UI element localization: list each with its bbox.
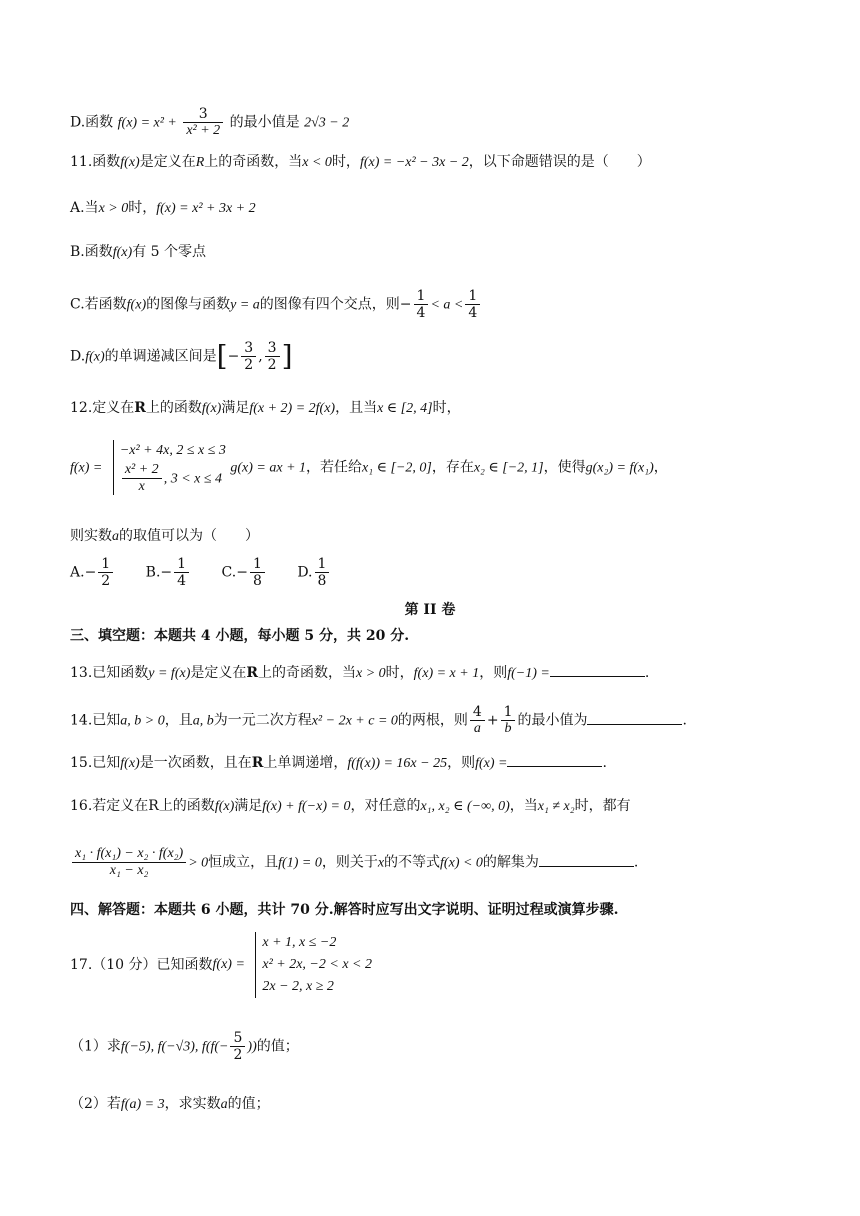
q11-option-c: C.若函数f(x)的图像与函数y = a的图像有四个交点，则− $\frac{1}{4}$ < a < $\frac{1}{4}$ xyxy=(70,288,482,321)
part-title: 第 II 卷 xyxy=(404,602,456,618)
answer-blank[interactable] xyxy=(539,852,634,867)
q17-stem: 17.（10 分）已知函数f(x) = x + 1, x ≤ −2 x² + 2x, −2 < x < 2 2x − 2, x ≥ 2 xyxy=(70,932,372,998)
option-c: C.− $\frac{1}{8}$ xyxy=(222,556,267,589)
option-d: D. $\frac{1}{8}$ xyxy=(297,556,331,589)
option-a: A.− $\frac{1}{2}$ xyxy=(70,556,115,589)
q16-line1: 16.若定义在R上的函数f(x)满足f(x) + f(−x) = 0，对任意的x₁, x₂ ∈ (−∞, 0)，当x₁ ≠ x₂时，都有 xyxy=(70,798,631,814)
q17-part2: （2）若f(a) = 3，求实数a的值； xyxy=(70,1096,270,1112)
q10-option-d: D.函数 f(x) = x² + $\frac{3}{\text{x² + 2}}$ 的最小值是 2√3 − 2 xyxy=(70,106,350,138)
q11-option-b: B.函数f(x)有 5 个零点 xyxy=(70,244,206,260)
q12-piecewise: f(x) = −x² + 4x, 2 ≤ x ≤ 3 $\frac{\text{x² + 2}}{x}$ , 3 < x ≤ 4 g(x) = ax + 1，若任给x₁ ∈ [−2, 0]，存在x₂ ∈ [−2, 1]，使得g(x₂) = f(x₁)， xyxy=(70,440,668,495)
q12-question: 则实数a的取值可以为（ ） xyxy=(70,528,259,544)
section-4-heading: 四、解答题：本题共 6 小题，共计 70 分.解答时应写出文字说明、证明过程或演算步骤. xyxy=(70,902,619,918)
answer-blank[interactable] xyxy=(507,752,602,767)
piecewise-cases: x + 1, x ≤ −2 x² + 2x, −2 < x < 2 2x − 2, x ≥ 2 xyxy=(255,932,372,998)
q12-stem: 12.定义在R上的函数f(x)满足f(x + 2) = 2f(x)，且当x ∈ [2, 4]时， xyxy=(70,400,461,416)
q12-options xyxy=(70,556,357,589)
answer-blank[interactable] xyxy=(587,710,682,725)
q11-option-a: A.当x > 0时，f(x) = x² + 3x + 2 xyxy=(70,200,256,216)
q14: 14.已知a, b > 0，且a, b为一元二次方程x² − 2x + c = 0的两根，则 $\frac{4}{a}$ + $\frac{1}{b}$ 的最小值为 . xyxy=(70,704,687,736)
q16-line2: $\frac{\text{x₁ · f(x₁) − x₂ · f(x₂)}}{\text{x₁ − x₂}}$ > 0恒成立，且f(1) = 0，则关于x的不等式f(x) < 0的解集为 . xyxy=(70,846,638,879)
option-b: B.− $\frac{1}{4}$ xyxy=(146,556,191,589)
q11-stem: 11.函数f(x)是定义在R上的奇函数，当x < 0时，f(x) = −x² − 3x − 2，以下命题错误的是（ ） xyxy=(70,154,651,170)
q17-part1: （1）求f(−5), f(−√3), f(f(− $\frac{5}{2}$ ))的值； xyxy=(70,1030,299,1063)
q13: 13.已知函数y = f(x)是定义在R上的奇函数，当x > 0时，f(x) = x + 1，则f(−1) = . xyxy=(70,662,649,684)
fraction: $\frac{3}{\text{x² + 2}}$ xyxy=(183,106,223,139)
q15: 15.已知f(x)是一次函数，且在R上单调递增，f(f(x)) = 16x − 25，则f(x) = . xyxy=(70,752,607,774)
piecewise-cases: −x² + 4x, 2 ≤ x ≤ 3 $\frac{\text{x² + 2}}{x}$ , 3 < x ≤ 4 xyxy=(113,440,226,495)
section-3-heading: 三、填空题：本题共 4 小题，每小题 5 分，共 20 分. xyxy=(70,628,410,644)
answer-blank[interactable] xyxy=(550,662,645,677)
q11-option-d: D.f(x)的单调递减区间是[− $\frac{3}{2}$ , $\frac{3}{2}$ ] xyxy=(70,339,293,373)
